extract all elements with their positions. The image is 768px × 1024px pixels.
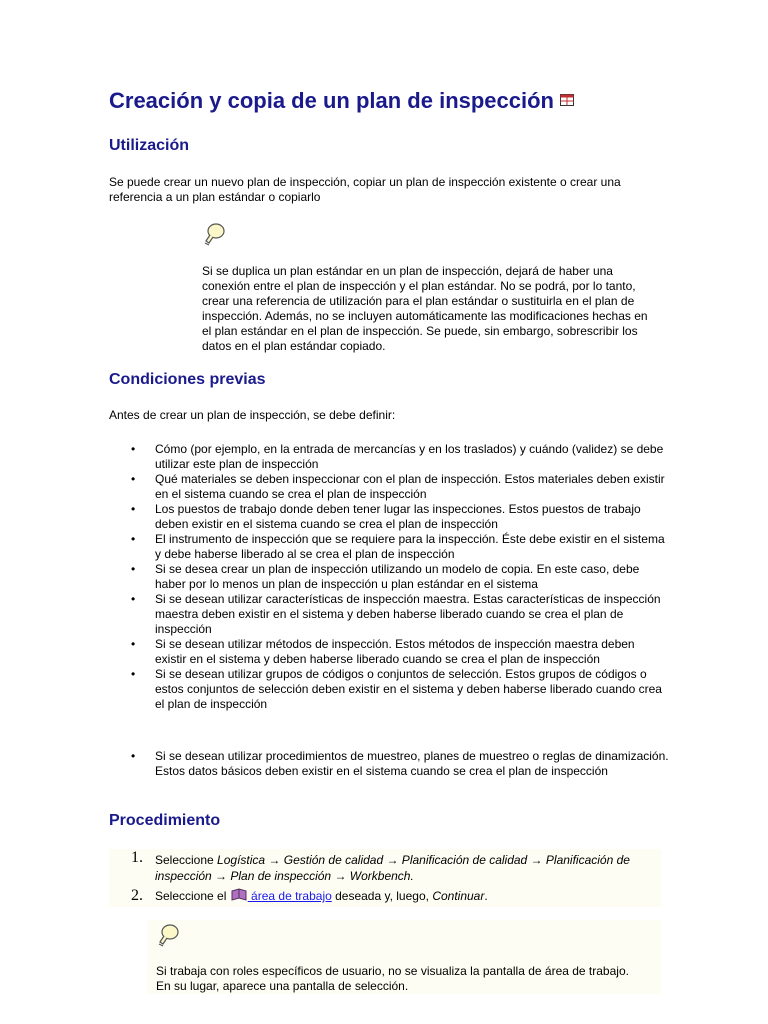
list-item: • Si se desean utilizar métodos de inspección. Estos métodos de inspección maestra deben existir en el sistema y deben haberse liberado cuando se crea el plan de inspección <box>109 637 669 667</box>
page-title-text: Creación y copia de un plan de inspección <box>109 88 554 113</box>
step-1 <box>109 849 661 887</box>
condiciones-intro: Antes de crear un plan de inspección, se debe definir: <box>109 408 396 422</box>
step-number: 1. <box>131 849 143 866</box>
step-text: Seleccione el <box>155 889 230 903</box>
table-icon[interactable] <box>560 94 574 106</box>
list-item: • Cómo (por ejemplo, en la entrada de mercancías y en los traslados) y cuándo (validez) se debe utilizar este plan de inspección <box>109 442 669 472</box>
list-item: • Qué materiales se deben inspeccionar con el plan de inspección. Estos materiales deben existir en el sistema cuando se crea el plan de inspección <box>109 472 669 502</box>
menu-path: Logística → Gestión de calidad → Planificación de calidad → Planificación de inspección → Plan de inspección → Workbench. <box>155 853 630 883</box>
condiciones-list-last <box>109 749 669 779</box>
continuar-action: Continuar <box>432 889 485 903</box>
book-icon <box>230 888 248 902</box>
utilizacion-note: Si se duplica un plan estándar en un plan de inspección, dejará de haber una conexión entre el plan de inspección y el plan estándar. No se podrá, por lo tanto, crear una referencia de utilización para el plan estándar o sustituirla en el plan de inspección. Además, no se incluyen automáticamente las modificaciones hechas en el plan estándar en el plan de inspección. Se puede, sin embargo, sobrescribir los datos en el plan estándar copiado. <box>202 264 648 353</box>
list-item: • Si se desean utilizar procedimientos de muestreo, planes de muestreo o reglas de dinamización. Estos datos básicos deben existir en el sistema cuando se crea el plan de inspección <box>109 749 669 779</box>
procedimiento-steps <box>109 849 661 907</box>
utilizacion-text: Se puede crear un nuevo plan de inspección, copiar un plan de inspección existente o crear una referencia a un plan estándar o copiarlo <box>109 175 621 204</box>
list-item: • Si se desean utilizar características de inspección maestra. Estas características de inspección maestra deben existir en el sistema y deben haberse liberado cuando se crea el plan de inspección <box>109 592 669 637</box>
lightbulb-icon <box>155 922 181 948</box>
list-item: • El instrumento de inspección que se requiere para la inspección. Éste debe existir en el sistema y debe haberse liberado al se crea el plan de inspección <box>109 532 669 562</box>
page-title <box>109 88 574 114</box>
step-text: Seleccione <box>155 853 218 867</box>
list-item: • Si se desean utilizar grupos de códigos o conjuntos de selección. Estos grupos de códigos o estos conjuntos de selección deben existir en el sistema y deben haberse liberado cuando crea el plan de inspección <box>109 667 669 712</box>
step-text: . <box>484 889 488 903</box>
step-number: 2. <box>131 887 143 904</box>
lightbulb-icon <box>201 221 227 247</box>
step-text: deseada y, luego, <box>331 889 433 903</box>
area-de-trabajo-link[interactable]: área de trabajo <box>247 889 332 903</box>
step-2 <box>109 887 661 907</box>
heading-utilizacion: Utilización <box>109 137 190 154</box>
procedimiento-note: Si trabaja con roles específicos de usuario, no se visualiza la pantalla de área de trabajo. En su lugar, aparece una pantalla de selección. <box>156 964 629 993</box>
heading-procedimiento: Procedimiento <box>109 812 221 829</box>
heading-condiciones: Condiciones previas <box>109 371 266 388</box>
list-item: • Los puestos de trabajo donde deben tener lugar las inspecciones. Estos puestos de trabajo deben existir en el sistema cuando se crea el plan de inspección <box>109 502 669 532</box>
list-item: • Si se desea crear un plan de inspección utilizando un modelo de copia. En este caso, debe haber por lo menos un plan de inspección u plan estándar en el sistema <box>109 562 669 592</box>
condiciones-list <box>109 442 669 712</box>
